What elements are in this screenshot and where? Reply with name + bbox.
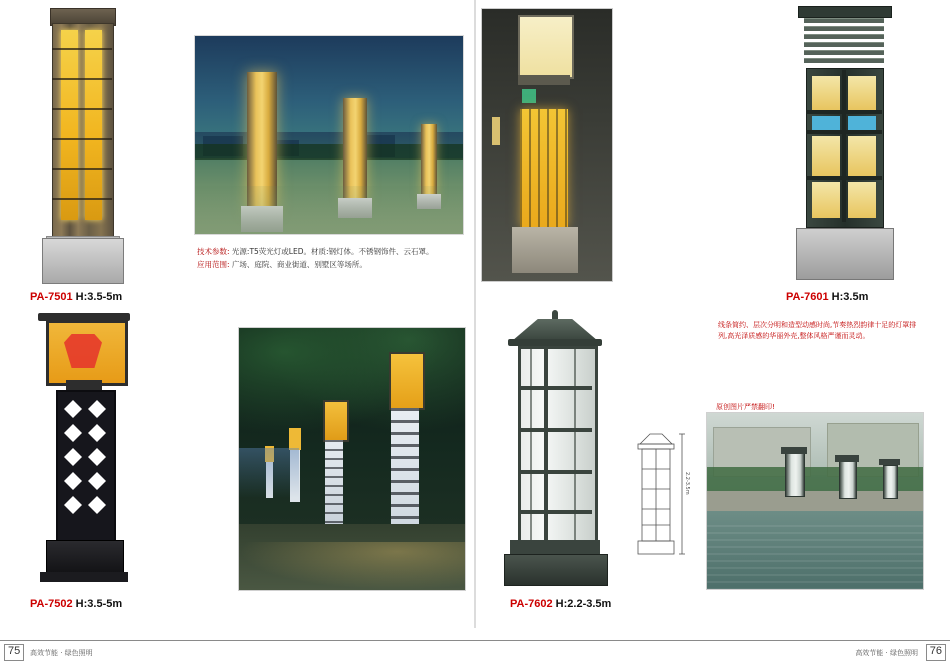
product-code-pa-7501: [30, 291, 122, 303]
lamp-mullion: [574, 346, 576, 540]
lamp-slat: [52, 168, 112, 170]
lamp-slat: [52, 108, 112, 110]
lamp-slat: [52, 138, 112, 140]
photo-lamp-body: [883, 465, 898, 499]
photo-foliage: [239, 328, 465, 448]
lamp-glass-panel: [848, 136, 876, 176]
lamp-louver: [804, 58, 884, 63]
lamp-louver: [804, 18, 884, 23]
lamp-mullion: [842, 70, 846, 222]
photo-indicator: [522, 89, 536, 103]
lamp-glass-panel: [812, 182, 840, 218]
page-number-right: 76: [929, 645, 942, 657]
lamp-cap: [798, 6, 892, 18]
photo-lamp-head: [389, 352, 425, 410]
photo-lamp-roof: [879, 459, 900, 465]
product-code-pa-7602: [510, 598, 611, 610]
lamp-glass-panel: [848, 182, 876, 218]
lamp-slat: [52, 78, 112, 80]
photo-lamp-body: [785, 453, 805, 497]
photo-lamp-body: [839, 461, 857, 499]
photo-waterfront-lamps: [706, 412, 924, 590]
lamp-louver: [804, 42, 884, 47]
usage-note-line: [197, 259, 367, 271]
photo-lamp-band: [518, 75, 570, 85]
lamp-accent-panel: [812, 116, 840, 130]
photo-lamp-roof: [781, 447, 807, 454]
photo-lamp-pattern: [325, 440, 343, 524]
lamp-louver: [804, 50, 884, 55]
lamp-base: [46, 540, 124, 576]
photo-lamp-ribs: [520, 109, 568, 227]
lamp-slat: [52, 198, 112, 200]
right-description-paragraph: 线条简约、层次分明和造型动感时尚,节奏热烈韵律十足的灯罩排列,高光泽质感的华丽外壳,整体风格严谨而灵动。: [718, 321, 917, 340]
lamp-glass-panel: [848, 76, 876, 110]
photo-water-ripples: [707, 525, 923, 589]
photo-lamp-roof: [835, 455, 859, 462]
photo-street-row-night: [238, 327, 466, 591]
footer-rule: [0, 640, 950, 641]
footer-text-right: 高效节能 · 绿色照明: [855, 649, 918, 657]
photo-lamp-head: [323, 400, 349, 442]
product-code-text: PA-7601: [786, 291, 829, 303]
photo-lamp-head: [289, 428, 301, 450]
photo-lamp-pattern: [391, 408, 419, 528]
lamp-mullion: [530, 346, 532, 540]
product-illustration-pa-7601: [786, 6, 904, 288]
spec-label: 技术参数:: [197, 247, 230, 256]
photo-lamp-base: [512, 227, 578, 273]
product-code-text: PA-7502: [30, 598, 73, 610]
drawing-dimension-label: 2.2-3.5m: [684, 472, 690, 495]
lamp-glass-panel: [812, 76, 840, 110]
lamp-glass-panel: [812, 136, 840, 176]
copyright-note: 原创图片严禁翻印!: [716, 403, 775, 411]
lamp-body: [56, 390, 116, 544]
lamp-eave: [508, 339, 602, 346]
page-number-left: 75: [8, 645, 21, 657]
spread-gutter: [474, 0, 476, 628]
product-height-text: H:2.2-3.5m: [555, 598, 612, 610]
spec-text: 光源:T5荧光灯或LED。材质:钢灯体。不锈钢饰件、云石罩。: [231, 247, 434, 256]
lamp-light-panel: [61, 30, 78, 220]
photo-city-glow: [239, 448, 299, 498]
lamp-finial: [552, 310, 558, 320]
product-height-text: H:3.5-5m: [75, 598, 123, 610]
product-code-text: PA-7501: [30, 291, 73, 303]
spec-note-line: [197, 246, 434, 258]
photo-lamp-detail: [481, 8, 613, 282]
photo-background-light: [492, 117, 500, 145]
lamp-foot: [40, 572, 128, 582]
lamp-accent-panel: [848, 116, 876, 130]
product-illustration-pa-7502: [30, 320, 140, 590]
usage-label: 应用范围:: [197, 260, 230, 269]
lamp-neck: [66, 380, 102, 390]
product-height-text: H:3.5-5m: [75, 291, 123, 303]
lamp-base: [504, 554, 608, 586]
photo-lawn: [195, 186, 463, 234]
product-code-text: PA-7602: [510, 598, 553, 610]
lamp-slat: [52, 48, 112, 50]
lamp-base: [796, 228, 894, 280]
technical-drawing-pa-7602: [628, 430, 694, 558]
lamp-mullion: [806, 176, 882, 180]
usage-text: 广场、庭院、商业街道、别墅区等场所。: [231, 260, 367, 269]
product-code-pa-7502: [30, 598, 122, 610]
lamp-mullion: [806, 130, 882, 134]
product-height-text: H:3.5m: [831, 291, 869, 303]
photo-ground-light: [239, 542, 465, 590]
lamp-roof: [512, 319, 598, 341]
photo-plaza-night: [194, 35, 464, 235]
product-code-pa-7601: [786, 291, 868, 303]
lamp-plinth: [510, 540, 600, 554]
product-illustration-pa-7602: [500, 310, 610, 590]
footer-text-left: 高效节能 · 绿色照明: [30, 649, 93, 657]
lamp-louver: [804, 26, 884, 31]
product-illustration-pa-7501: [28, 8, 136, 286]
page-footer: [0, 632, 950, 666]
lamp-base: [42, 238, 124, 284]
photo-lamp-top-glass: [518, 15, 574, 79]
lamp-mullion: [806, 110, 882, 114]
lamp-louver: [804, 34, 884, 39]
lamp-light-panel: [85, 30, 102, 220]
